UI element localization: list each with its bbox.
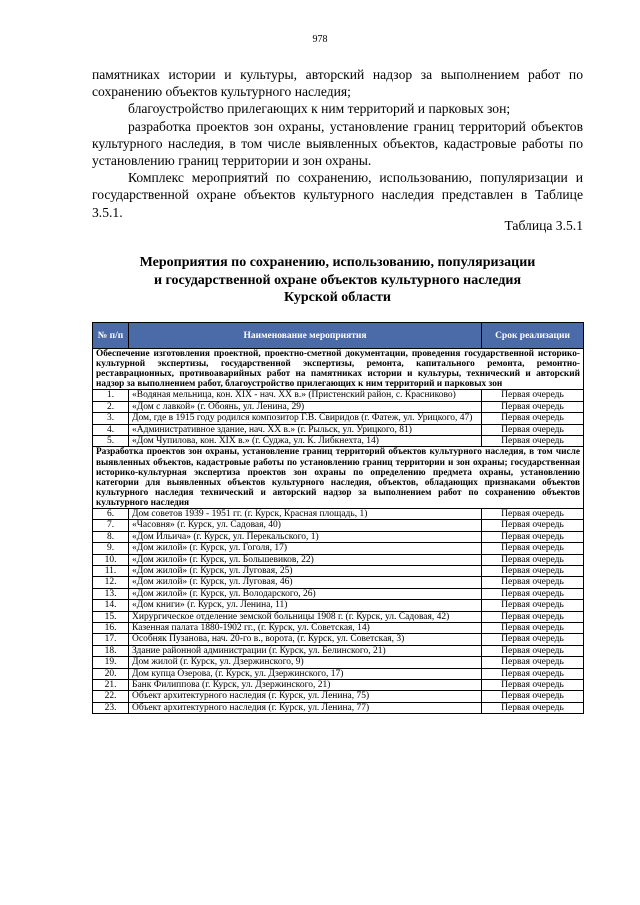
table-row [93, 413, 584, 424]
row-term: Первая очередь [482, 566, 584, 577]
row-term: Первая очередь [482, 508, 584, 519]
row-term: Первая очередь [482, 588, 584, 599]
table-row [93, 390, 584, 401]
table-title-line: Курской области [284, 290, 391, 305]
row-term: Первая очередь [482, 424, 584, 435]
row-name: Особняк Пузанова, нач. 20-го в., ворота, (г. Курск, ул. Советская, 3) [129, 634, 482, 645]
table-row [93, 657, 584, 668]
table-row [93, 702, 584, 713]
row-number: 22. [93, 691, 129, 702]
row-term: Первая очередь [482, 680, 584, 691]
row-number: 10. [93, 554, 129, 565]
body-text [92, 66, 583, 221]
page-number: 978 [312, 34, 328, 45]
row-name: «Дом с лавкой» (г. Обоянь, ул. Ленина, 29) [129, 401, 482, 412]
row-number: 19. [93, 657, 129, 668]
row-name: Дом советов 1939 - 1951 гг. (г. Курск, Красная площадь, 1) [129, 508, 482, 519]
table-row [93, 623, 584, 634]
row-term: Первая очередь [482, 623, 584, 634]
row-number: 13. [93, 588, 129, 599]
paragraph: благоустройство прилегающих к ним территорий и парковых зон; [128, 101, 511, 117]
row-term: Первая очередь [482, 691, 584, 702]
row-name: «Дом книги» (г. Курск, ул. Ленина, 11) [129, 600, 482, 611]
paragraph: Комплекс мероприятий по сохранению, использованию, популяризации и государственной охране объектов культурного наследия представлен в Таблице 3.5.1. [92, 170, 583, 220]
row-term: Первая очередь [482, 702, 584, 713]
row-name: «Дом жилой» (г. Курск, ул. Луговая, 25) [129, 566, 482, 577]
row-name: Банк Филиппова (г. Курск, ул. Дзержинского, 21) [129, 680, 482, 691]
table-row [93, 645, 584, 656]
table-title-line: Мероприятия по сохранению, использованию, популяризации [139, 255, 536, 270]
row-name: Хирургическое отделение земской больницы 1908 г. (г. Курск, ул. Садовая, 42) [129, 611, 482, 622]
table-row [93, 554, 584, 565]
section-row [93, 447, 584, 509]
row-number: 8. [93, 531, 129, 542]
table-body [93, 349, 584, 714]
row-name: «Дом жилой» (г. Курск, ул. Большевиков, 22) [129, 554, 482, 565]
row-number: 17. [93, 634, 129, 645]
row-number: 15. [93, 611, 129, 622]
header-name: Наименование мероприятия [129, 323, 482, 349]
row-number: 2. [93, 401, 129, 412]
row-number: 4. [93, 424, 129, 435]
paragraph: разработка проектов зон охраны, установление границ территорий объектов культурного наследия, в том числе выявленных объектов, кадастровые работы по установлению границ территории и зон охраны. [92, 118, 583, 169]
row-term: Первая очередь [482, 668, 584, 679]
paragraph: памятниках истории и культуры, авторский надзор за выполнением работ по сохранению объектов культурного наследия; [92, 67, 583, 100]
table-row [93, 680, 584, 691]
row-term: Первая очередь [482, 390, 584, 401]
row-term: Первая очередь [482, 520, 584, 531]
row-term: Первая очередь [482, 577, 584, 588]
header-num: № п/п [93, 323, 129, 349]
row-name: Дом, где в 1915 году родился композитор Г.В. Свиридов (г. Фатеж, ул. Урицкого, 47) [129, 413, 482, 424]
table-row [93, 668, 584, 679]
row-number: 11. [93, 566, 129, 577]
table-row [93, 436, 584, 447]
table-row [93, 691, 584, 702]
measures-table [92, 322, 584, 714]
row-name: Здание районной администрации (г. Курск, ул. Белинского, 21) [129, 645, 482, 656]
row-number: 9. [93, 543, 129, 554]
row-number: 16. [93, 623, 129, 634]
row-number: 21. [93, 680, 129, 691]
table-row [93, 600, 584, 611]
table-row [93, 577, 584, 588]
row-name: «Дом Ильича» (г. Курск, ул. Перекальского, 1) [129, 531, 482, 542]
row-term: Первая очередь [482, 645, 584, 656]
row-number: 20. [93, 668, 129, 679]
table-caption: Таблица 3.5.1 [504, 218, 583, 233]
row-term: Первая очередь [482, 657, 584, 668]
row-number: 14. [93, 600, 129, 611]
row-name: Объект архитектурного наследия (г. Курск, ул. Ленина, 77) [129, 702, 482, 713]
row-name: «Дом жилой» (г. Курск, ул. Володарского, 26) [129, 588, 482, 599]
table-row [93, 401, 584, 412]
row-name: «Часовня» (г. Курск, ул. Садовая, 40) [129, 520, 482, 531]
row-number: 5. [93, 436, 129, 447]
row-name: «Дом жилой» (г. Курск, ул. Луговая, 46) [129, 577, 482, 588]
row-name: Казенная палата 1880-1902 гг., (г. Курск, ул. Советская, 14) [129, 623, 482, 634]
row-number: 1. [93, 390, 129, 401]
row-term: Первая очередь [482, 436, 584, 447]
table-row [93, 531, 584, 542]
row-name: «Дом жилой» (г. Курск, ул. Гоголя, 17) [129, 543, 482, 554]
table-row [93, 566, 584, 577]
row-term: Первая очередь [482, 600, 584, 611]
row-number: 18. [93, 645, 129, 656]
table-row [93, 634, 584, 645]
row-term: Первая очередь [482, 634, 584, 645]
row-term: Первая очередь [482, 413, 584, 424]
row-term: Первая очередь [482, 531, 584, 542]
section-title: Обеспечение изготовления проектной, проектно-сметной документации, проведения государственной историко-культурной экспертизы, государственной экспертизы, ремонта, капитального ремонта, ремонтно- реставрационных, противоаварийных работ на памятниках истории и культуры, технический и авторский надзор за выполнением работ, благоустройство прилегающих к ним территорий и парковых зон [93, 349, 584, 390]
table-title [92, 254, 583, 307]
row-name: «Дом Чупилова, кон. XIX в.» (г. Суджа, ул. К. Либкнехта, 14) [129, 436, 482, 447]
row-name: Дом купца Озерова, (г. Курск, ул. Дзержинского, 17) [129, 668, 482, 679]
row-number: 7. [93, 520, 129, 531]
section-title: Разработка проектов зон охраны, установление границ территорий объектов культурного наследия, в том числе выявленных объектов, кадастровые работы по установлению границ территории и зон охраны; государственная историко-культурная экспертиза проектов зон охраны по определению предмета охраны, установлению категории для выявленных объектов культурного наследия, объектов, обладающих признаками объектов культурного наследия технический и авторский надзор за выполнением работ по сохранению объектов культурного наследия [93, 447, 584, 509]
row-name: Дом жилой (г. Курск, ул. Дзержинского, 9) [129, 657, 482, 668]
table-row [93, 508, 584, 519]
header-term: Срок реализации [482, 323, 584, 349]
row-number: 3. [93, 413, 129, 424]
section-row [93, 349, 584, 390]
table-row [93, 611, 584, 622]
row-term: Первая очередь [482, 543, 584, 554]
row-term: Первая очередь [482, 611, 584, 622]
row-name: «Административное здание, нач. XX в.» (г. Рыльск, ул. Урицкого, 81) [129, 424, 482, 435]
table-row [93, 520, 584, 531]
table-row [93, 424, 584, 435]
row-name: Объект архитектурного наследия (г. Курск, ул. Ленина, 75) [129, 691, 482, 702]
row-number: 6. [93, 508, 129, 519]
row-term: Первая очередь [482, 554, 584, 565]
table-header-row [93, 323, 584, 349]
row-number: 12. [93, 577, 129, 588]
row-term: Первая очередь [482, 401, 584, 412]
table-row [93, 543, 584, 554]
table-row [93, 588, 584, 599]
table-title-line: и государственной охране объектов культурного наследия [153, 272, 522, 288]
row-number: 23. [93, 702, 129, 713]
row-name: «Водяная мельница, кон. XIX - нач. XX в.» (Пристенский район, с. Красниково) [129, 390, 482, 401]
